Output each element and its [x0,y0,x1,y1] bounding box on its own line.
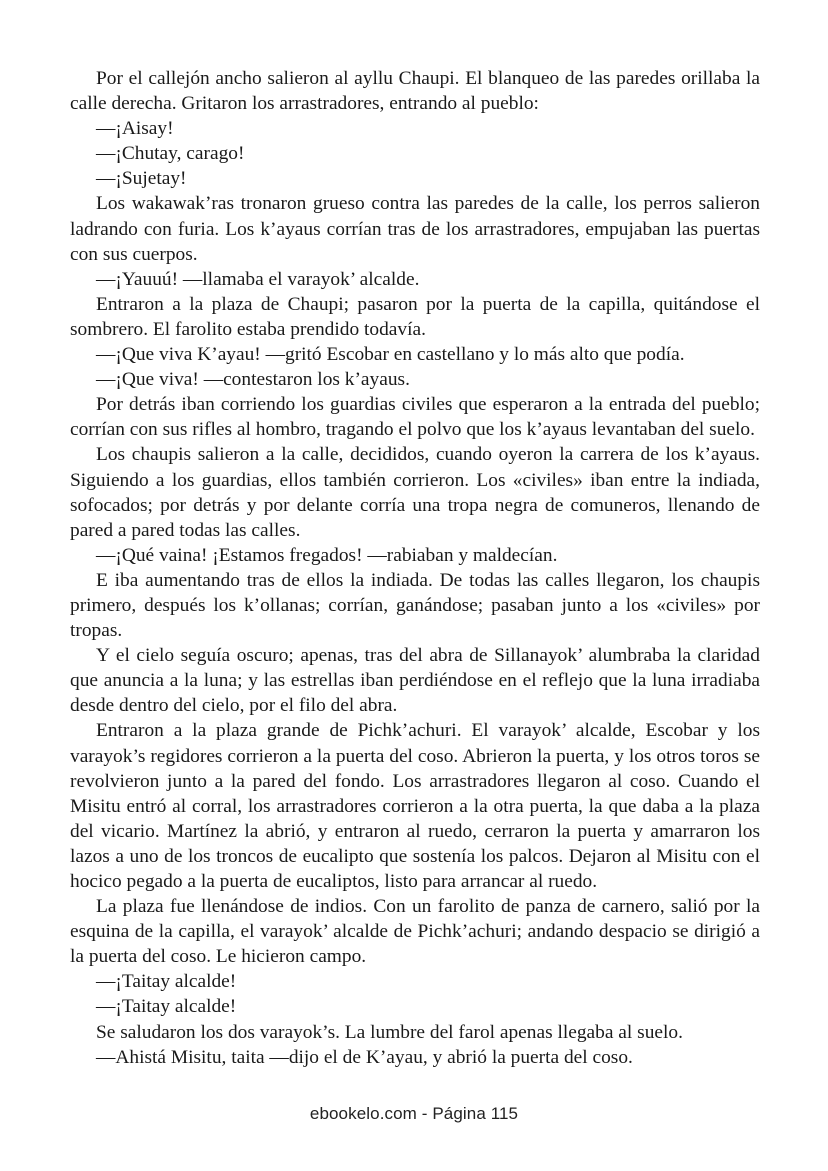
paragraph: Y el cielo seguía oscuro; apenas, tras del abra de Sillanayok’ alumbraba la claridad que anuncia a la luna; y las estrellas iban perdiéndose en el reflejo que la luna irradiaba desde dentro del cielo, por el filo del abra. [70,645,760,717]
paragraph: Entraron a la plaza de Chaupi; pasaron por la puerta de la capilla, quitándose el sombrero. El farolito estaba prendido todavía. [70,293,760,340]
dialogue-line: —¡Chutay, carago! [96,143,245,165]
page-footer: ebookelo.com - Página 115 [309,1104,519,1123]
body-text-column [70,66,760,1070]
dialogue-line: —¡Aisay! [96,118,174,140]
dialogue-line: —¡Taitay alcalde! [96,971,237,993]
paragraph: Por detrás iban corriendo los guardias civiles que esperaron a la entrada del pueblo; corrían con sus rifles al hombro, tragando el polvo que los k’ayaus levantaban del suelo. [70,394,760,441]
paragraph: E iba aumentando tras de ellos la indiada. De todas las calles llegaron, los chaupis primero, después los k’ollanas; corrían, ganándose; pasaban junto a los «civiles» por tropas. [70,569,760,642]
dialogue-line: —¡Qué vaina! ¡Estamos fregados! —rabiaban y maldecían. [96,544,558,566]
paragraph: Los chaupis salieron a la calle, decididos, cuando oyeron la carrera de los k’ayaus. Siguiendo a los guardias, ellos también corrieron. Los «civiles» iban entre la indiada, sofocados; por detrás y por delante corría una tropa negra de comuneros, llenando de pared a pared todas las calles. [70,444,760,541]
dialogue-line: —¡Taitay alcalde! [96,996,237,1018]
dialogue-line: —¡Que viva K’ayau! —gritó Escobar en castellano y lo más alto que podía. [96,344,685,366]
dialogue-line: —¡Yauuú! —llamaba el varayok’ alcalde. [96,268,420,290]
dialogue-line: —¡Que viva! —contestaron los k’ayaus. [96,369,410,391]
paragraph: Entraron a la plaza grande de Pichk’achuri. El varayok’ alcalde, Escobar y los varayok’s regidores corrieron a la puerta del coso. Abrieron la puerta, y los otros toros se revolvieron junto a la pared del fondo. Los arrastradores llegaron al coso. Cuando el Misitu entró al corral, los arrastradores corrieron a la otra puerta, la que daba a la plaza del vicario. Martínez la abrió, y entraron al ruedo, cerraron la puerta y amarraron los lazos a uno de los troncos de eucalipto que sostenía los palcos. Dejaron al Misitu con el hocico pegado a la puerta de eucaliptos, listo para arrancar al ruedo. [70,720,760,892]
dialogue-line: —¡Sujetay! [96,168,187,190]
paragraph: Por el callejón ancho salieron al ayllu Chaupi. El blanqueo de las paredes orillaba la calle derecha. Gritaron los arrastradores, entrando al pueblo: [70,68,760,115]
dialogue-line: Se saludaron los dos varayok’s. La lumbre del farol apenas llegaba al suelo. [96,1021,683,1043]
paragraph: Los wakawak’ras tronaron grueso contra las paredes de la calle, los perros salieron ladrando con furia. Los k’ayaus corrían tras de los arrastradores, empujaban las puertas con sus cuerpos. [70,193,760,265]
paragraph: La plaza fue llenándose de indios. Con un farolito de panza de carnero, salió por la esquina de la capilla, el varayok’ alcalde de Pichk’achuri; andando despacio se dirigió a la puerta del coso. Le hicieron campo. [70,896,760,968]
dialogue-line: —Ahistá Misitu, taita —dijo el de K’ayau, y abrió la puerta del coso. [96,1046,633,1068]
